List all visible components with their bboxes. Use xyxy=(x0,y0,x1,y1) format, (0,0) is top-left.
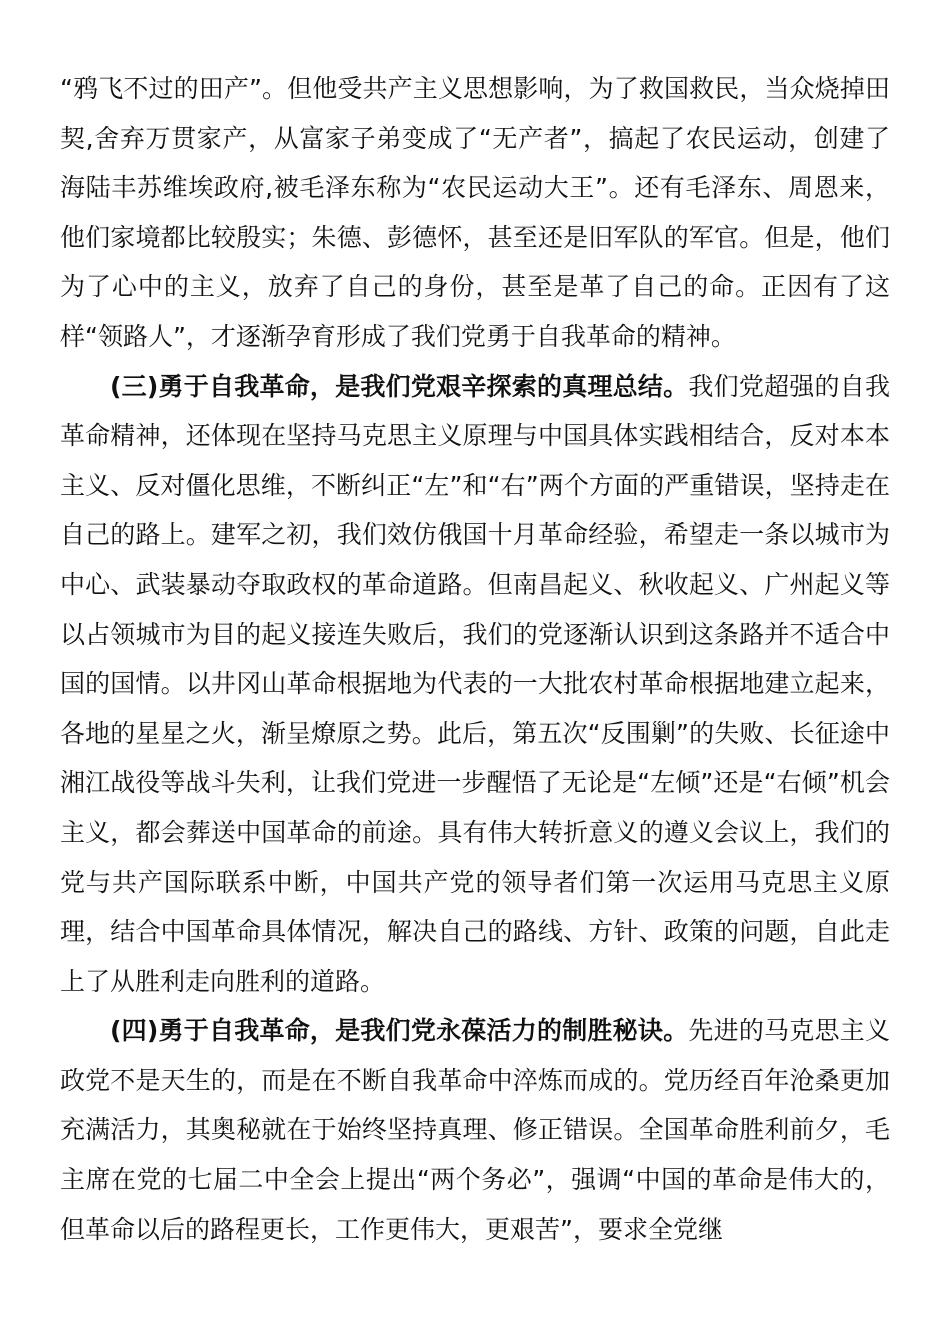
paragraph-text: 先进的马克思主义政党不是天生的，而是在不断自我革命中淬炼而成的。党历经百年沧桑更加充满活力，其奥秘就在于始终坚持真理、修正错误。全国革命胜利前夕，毛主席在党的七届二中全会上提出“两个务必”，强调“中国的革命是伟大的，但革命以后的路程更长，工作更伟大，更艰苦”，要求全党继 xyxy=(60,1016,890,1244)
document-page xyxy=(60,64,890,1254)
section-heading: (三)勇于自我革命，是我们党艰辛探索的真理总结。 xyxy=(110,371,689,401)
paragraph-continuation xyxy=(60,64,890,362)
paragraph-text: “鸦飞不过的田产”。但他受共产主义思想影响，为了救国救民，当众烧掉田契,舍弃万贯家产，从富家子弟变成了“无产者”，搞起了农民运动，创建了海陆丰苏维埃政府,被毛泽东称为“农民运动大王”。还有毛泽东、周恩来，他们家境都比较殷实；朱德、彭德怀，甚至还是旧军队的军官。但是，他们为了心中的主义，放弃了自己的身份，甚至是革了自己的命。正因有了这样“领路人”，才逐渐孕育形成了我们党勇于自我革命的精神。 xyxy=(60,74,890,351)
section-heading: (四)勇于自我革命，是我们党永葆活力的制胜秘诀。 xyxy=(110,1016,689,1046)
paragraph-section-4 xyxy=(60,1006,890,1254)
paragraph-text: 我们党超强的自我革命精神，还体现在坚持马克思主义原理与中国具体实践相结合，反对本本主义、反对僵化思维，不断纠正“左”和“右”两个方面的严重错误，坚持走在自己的路上。建军之初，我们效仿俄国十月革命经验，希望走一条以城市为中心、武装暴动夺取政权的革命道路。但南昌起义、秋收起义、广州起义等以占领城市为目的起义接连失败后，我们的党逐渐认识到这条路并不适合中国的国情。以井冈山革命根据地为代表的一大批农村革命根据地建立起来，各地的星星之火，渐呈燎原之势。此后，第五次“反围剿”的失败、长征途中湘江战役等战斗失利，让我们党进一步醒悟了无论是“左倾”还是“右倾”机会主义，都会葬送中国革命的前途。具有伟大转折意义的遵义会议上，我们的党与共产国际联系中断，中国共产党的领导者们第一次运用马克思主义原理，结合中国革命具体情况，解决自己的路线、方针、政策的问题，自此走上了从胜利走向胜利的道路。 xyxy=(60,371,890,996)
paragraph-section-3 xyxy=(60,362,890,1007)
